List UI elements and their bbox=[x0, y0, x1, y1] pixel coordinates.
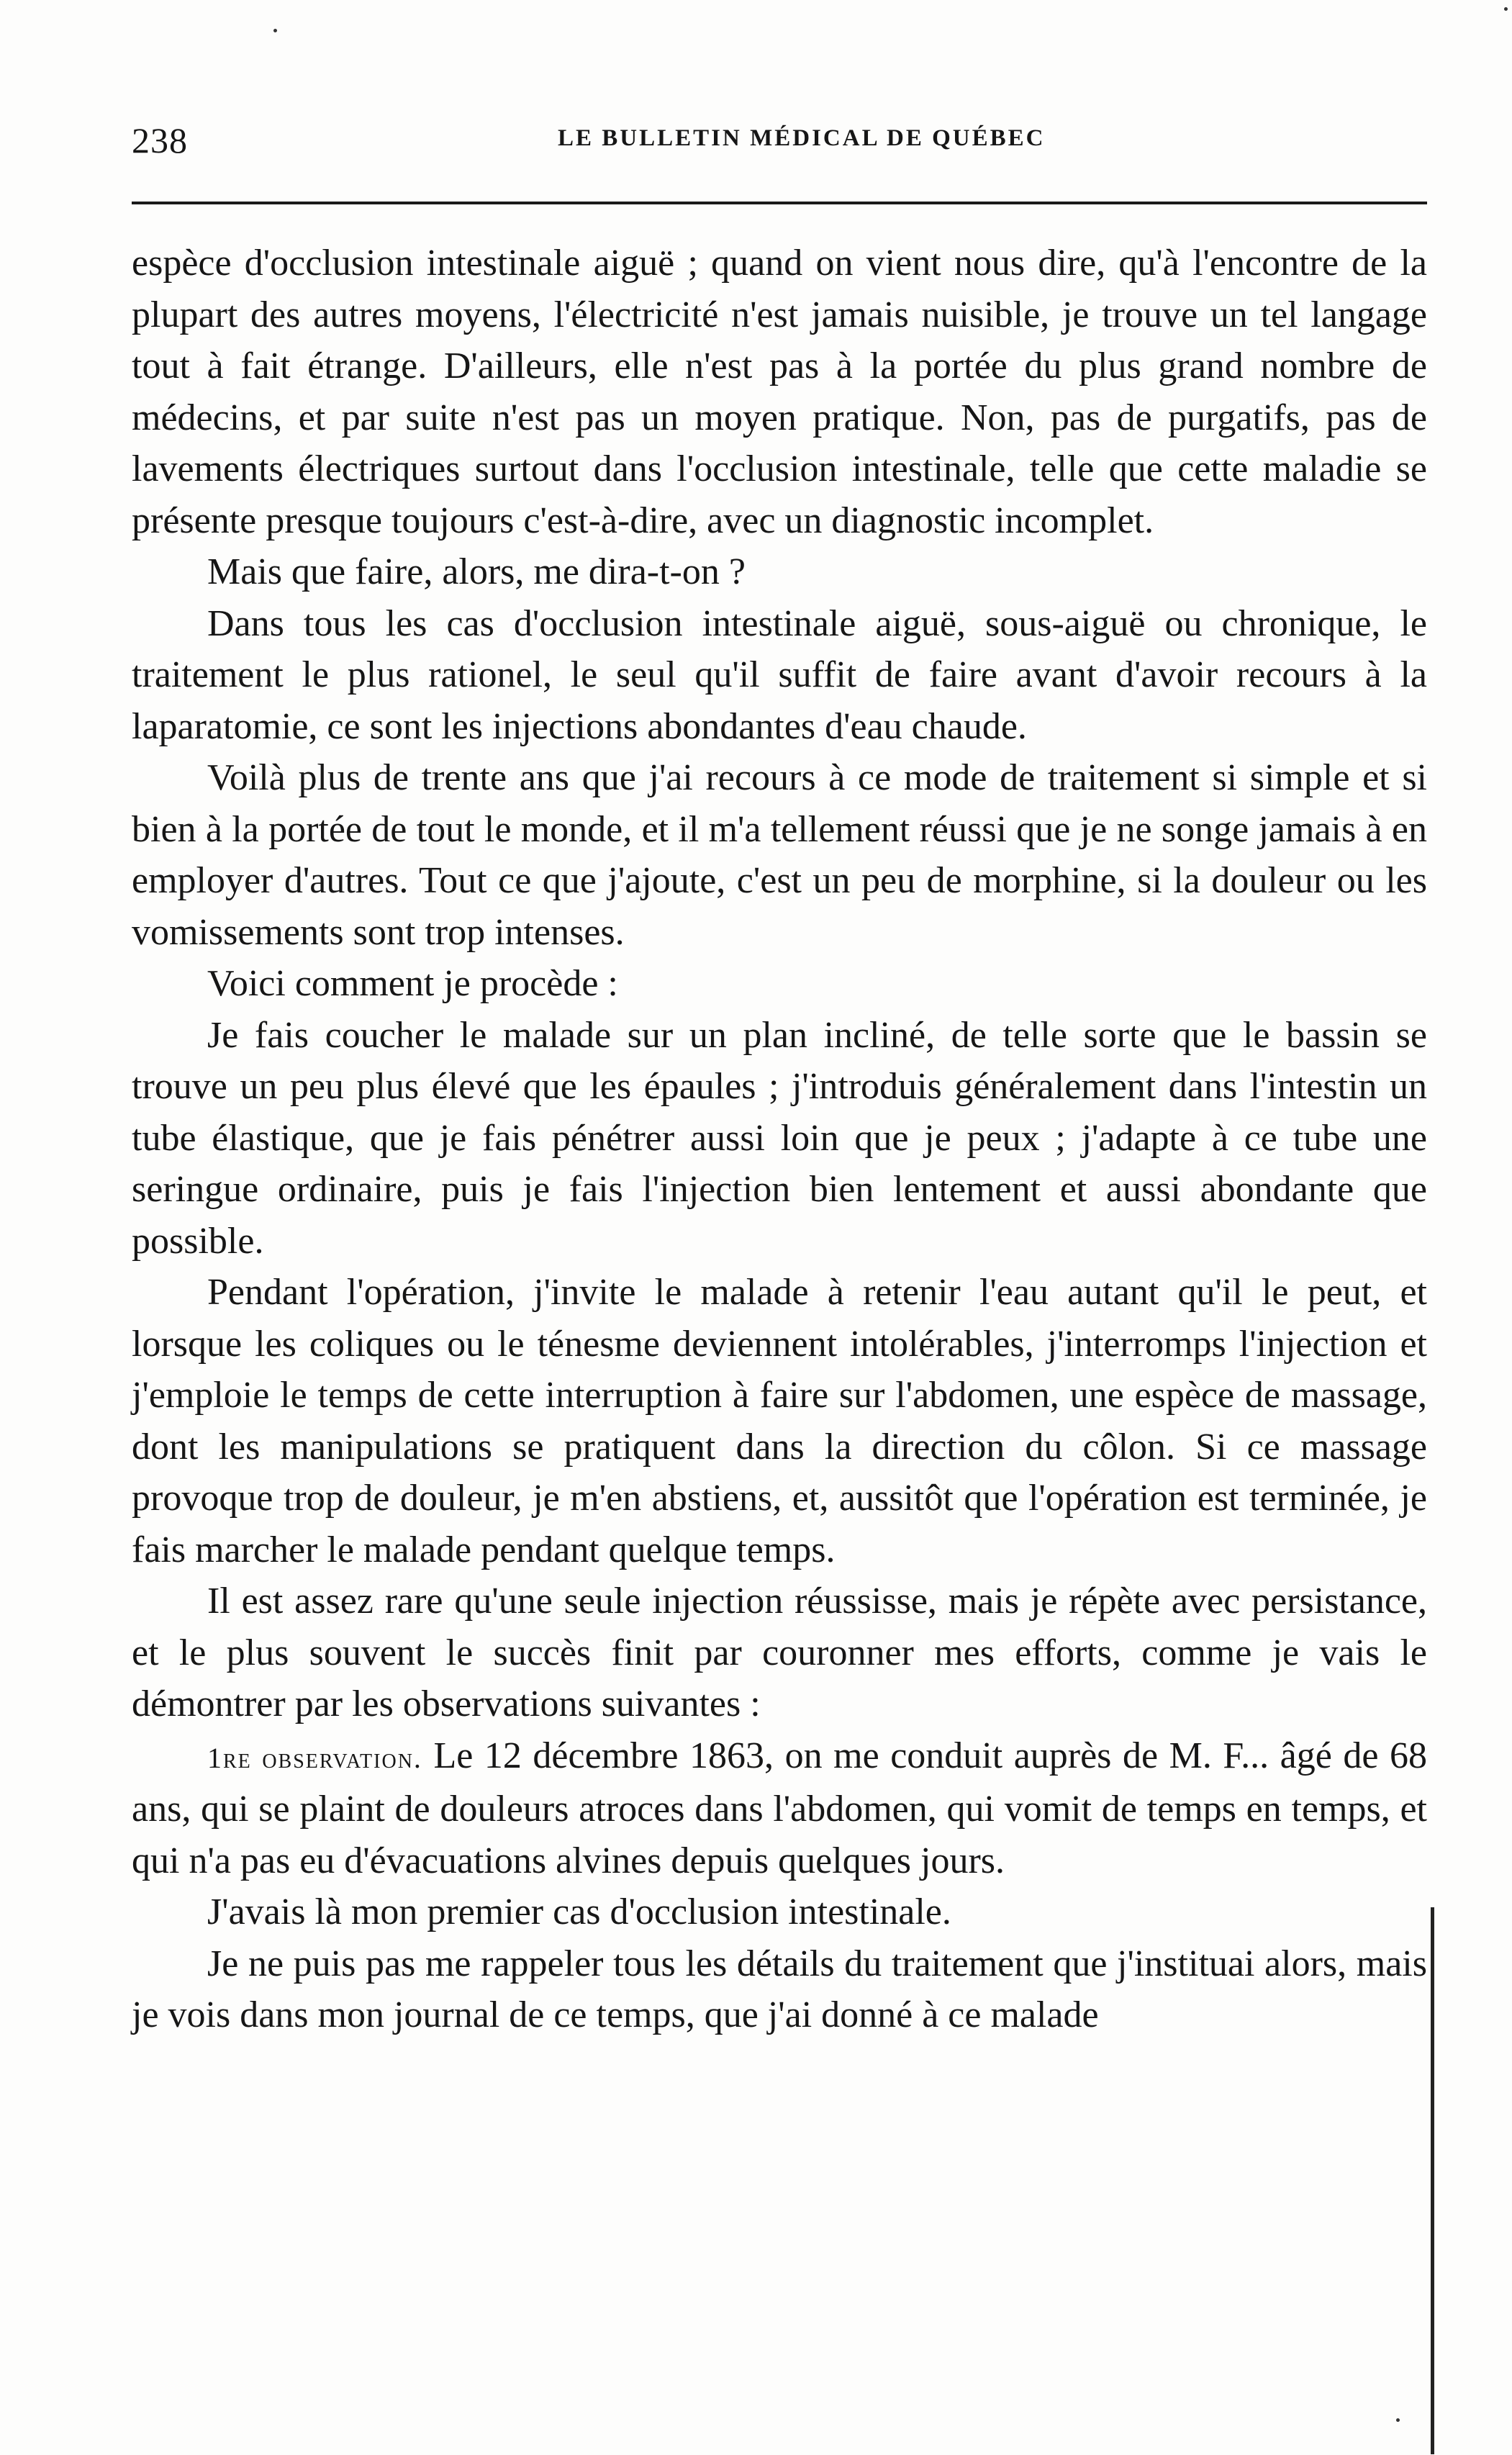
paragraph-text: espèce d'occlusion intestinale aiguë ; quand on vient nous dire, qu'à l'encontre de la plupart des autres moyens, l'électricité n'est jamais nuisible, je trouve un tel langage tout à fait étrange. D'ailleurs, elle n'est pas à la portée du plus grand nombre de médecins, et par suite n'est pas un moyen pratique. Non, pas de purgatifs, pas de lavements électriques surtout dans l'occlusion intestinale, telle que cette maladie se présente presque toujours c'est-à-dire, avec un diagnostic incomplet. bbox=[132, 243, 1427, 541]
paragraph-text: Je ne puis pas me rappeler tous les détails du traitement que j'instituai alors, mais je vois dans mon journal de ce temps, que j'ai donné à ce malade bbox=[132, 1943, 1427, 2035]
paragraph-1 bbox=[132, 238, 1427, 546]
paragraph-3 bbox=[132, 598, 1427, 753]
header-rule bbox=[132, 202, 1427, 204]
paragraph-text: Dans tous les cas d'occlusion intestinale aiguë, sous-aiguë ou chronique, le traitement le plus rationel, le seul qu'il suffit de faire avant d'avoir recours à la laparatomie, ce sont les injections abondantes d'eau chaude. bbox=[132, 602, 1427, 747]
body-text bbox=[132, 238, 1427, 2041]
paragraph-5 bbox=[132, 958, 1427, 1010]
running-head: LE BULLETIN MÉDICAL DE QUÉBEC bbox=[558, 125, 1046, 151]
page-number: 238 bbox=[132, 120, 188, 160]
paragraph-2 bbox=[132, 546, 1427, 598]
paragraph-text: Je fais coucher le malade sur un plan incliné, de telle sorte que le bassin se trouve un peu plus élevé que les épaules ; j'introduis généralement dans l'intestin un tube élastique, que je fais pénétrer aussi loin que je peux ; j'adapte à ce tube une seringue ordinaire, puis je fais l'injection bien lentement et aussi abondante que possible. bbox=[132, 1014, 1427, 1262]
paragraph-text: Le 12 décembre 1863, on me conduit auprès de M. F... âgé de 68 ans, qui se plaint de douleurs atroces dans l'abdomen, qui vomit de temps en temps, et qui n'a pas eu d'évacuations alvines depuis quelques jours. bbox=[132, 1735, 1427, 1881]
paragraph-text: Voilà plus de trente ans que j'ai recours à ce mode de traitement si simple et si bien à la portée de tout le monde, et il m'a tellement réussi que je ne songe jamais à en employer d'autres. Tout ce que j'ajoute, c'est un peu de morphine, si la douleur ou les vomissements sont trop intenses. bbox=[132, 757, 1427, 953]
scan-speck bbox=[1504, 7, 1508, 11]
paragraph-text: Mais que faire, alors, me dira-t-on ? bbox=[207, 551, 746, 592]
paragraph-6 bbox=[132, 1010, 1427, 1267]
paragraph-text: J'avais là mon premier cas d'occlusion intestinale. bbox=[207, 1891, 951, 1932]
paragraph-11 bbox=[132, 1938, 1427, 2041]
paragraph-10 bbox=[132, 1886, 1427, 1938]
paragraph-7 bbox=[132, 1267, 1427, 1575]
paragraph-9 bbox=[132, 1730, 1427, 1887]
paragraph-8 bbox=[132, 1575, 1427, 1730]
paragraph-4 bbox=[132, 752, 1427, 958]
paragraph-text: Pendant l'opération, j'invite le malade à retenir l'eau autant qu'il le peut, et lorsque les coliques ou le ténesme deviennent intolérables, j'interromps l'injection et j'emploie le temps de cette interruption à faire sur l'abdomen, une espèce de massage, dont les manipulations se pratiquent dans la direction du côlon. Si ce massage provoque trop de douleur, je m'en abstiens, et, aussitôt que l'opération est terminée, je fais marcher le malade pendant quelque temps. bbox=[132, 1272, 1427, 1570]
page-edge-line bbox=[1431, 1907, 1434, 2454]
scan-speck bbox=[1396, 2418, 1400, 2422]
scan-speck bbox=[273, 29, 277, 32]
paragraph-text: Voici comment je procède : bbox=[207, 963, 618, 1004]
paragraph-text: Il est assez rare qu'une seule injection réussisse, mais je répète avec persistance, et le plus souvent le succès finit par couronner mes efforts, comme je vais le démontrer par les observations suivantes : bbox=[132, 1581, 1427, 1724]
observation-label: 1re observation. bbox=[207, 1741, 422, 1774]
page-header bbox=[132, 115, 1434, 166]
